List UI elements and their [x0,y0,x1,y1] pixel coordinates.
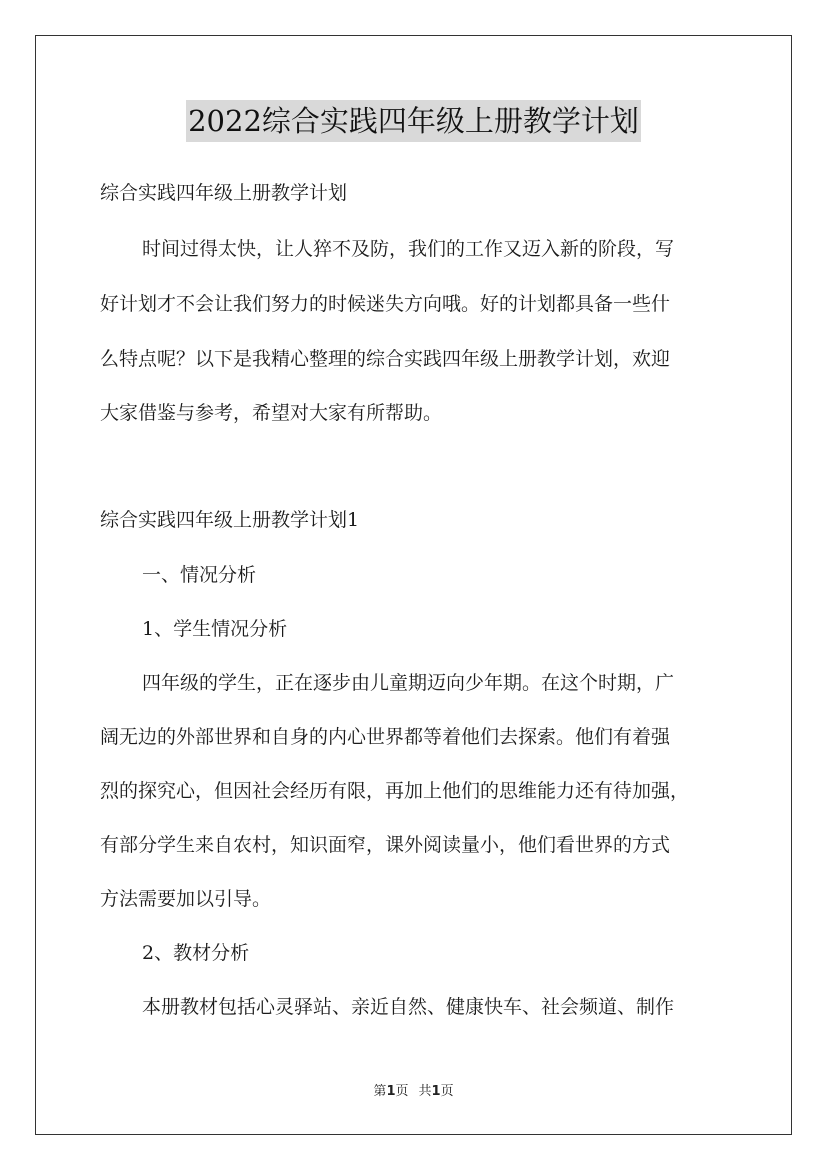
title-wrap [0,100,827,142]
paragraph-line: 么特点呢？以下是我精心整理的综合实践四年级上册教学计划，欢迎 [100,348,671,370]
total-suffix: 页 [440,1084,454,1099]
paragraph-line: 时间过得太快，让人猝不及防，我们的工作又迈入新的阶段，写 [142,238,675,260]
paragraph-line: 好计划才不会让我们努力的时候迷失方向哦。好的计划都具备一些什 [100,293,671,315]
paragraph-line: 大家借鉴与参考，希望对大家有所帮助。 [100,402,443,424]
subheading-students: 1、学生情况分析 [142,618,288,640]
subheading-situation: 一、情况分析 [142,564,257,586]
page-prefix: 第 [373,1084,387,1099]
page-total: 1 [431,1084,441,1099]
paragraph-line: 四年级的学生，正在逐步由儿童期迈向少年期。在这个时期，广 [142,672,675,694]
heading-intro: 综合实践四年级上册教学计划 [100,182,348,204]
page-current: 1 [386,1084,396,1099]
page-suffix: 页 [395,1084,409,1099]
total-prefix: 共 [418,1084,432,1099]
paragraph-line: 本册教材包括心灵驿站、亲近自然、健康快车、社会频道、制作 [142,996,675,1018]
paragraph-line: 阔无边的外部世界和自身的内心世界都等着他们去探索。他们有着强 [100,726,671,748]
paragraph-line: 方法需要加以引导。 [100,888,272,910]
page-footer [0,1083,827,1101]
paragraph-line: 烈的探究心，但因社会经历有限，再加上他们的思维能力还有待加强， [100,780,690,802]
subheading-textbook: 2、教材分析 [142,942,250,964]
section-heading-1: 综合实践四年级上册教学计划1 [100,509,360,531]
document-title: 2022综合实践四年级上册教学计划 [186,100,641,142]
paragraph-line: 有部分学生来自农村，知识面窄，课外阅读量小，他们看世界的方式 [100,834,671,856]
